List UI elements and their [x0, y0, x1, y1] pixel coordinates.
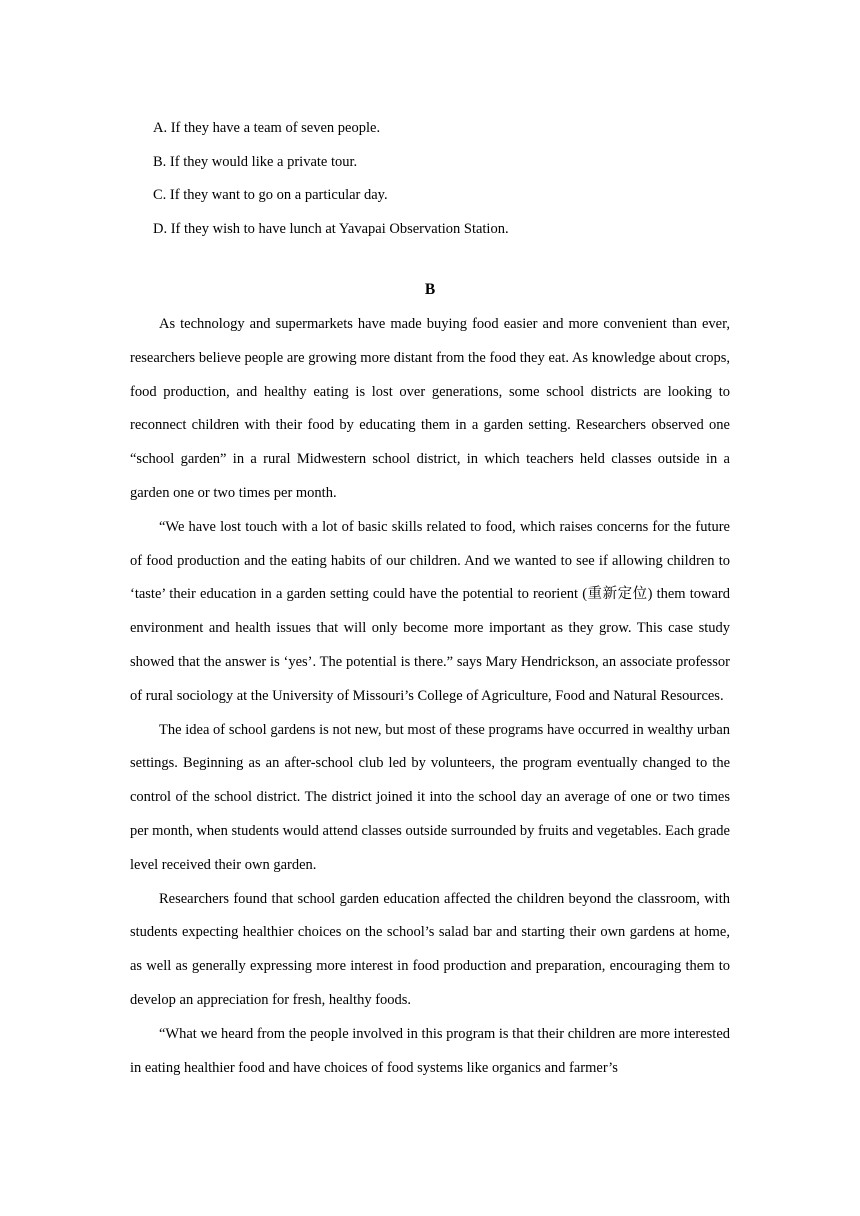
paragraph-1: As technology and supermarkets have made buying food easier and more convenient than ever, researchers believe people are growing more distant from the food they eat. As knowledge about crops, food production, and healthy eating is lost over generations, some school districts are looking to reconnect children with their food by educating them in a garden setting. Researchers observed one “school garden” in a rural Midwestern school district, in which teachers held classes outside in a garden one or two times per month. — [130, 316, 730, 501]
section-heading: B — [424, 281, 436, 298]
paragraph-4: Researchers found that school garden education affected the children beyond the classroom, with students expecting healthier choices on the school’s salad bar and starting their own gardens at home, as well as generally expressing more interest in food production and preparation, encouraging them to develop an appreciation for fresh, healthy foods. — [130, 890, 730, 1008]
option-d: D. If they wish to have lunch at Yavapai Observation Station. — [153, 221, 509, 238]
answer-options — [153, 112, 753, 247]
option-a: A. If they have a team of seven people. — [153, 120, 381, 136]
option-c: C. If they want to go on a particular day. — [153, 187, 388, 204]
paragraph-3: The idea of school gardens is not new, but most of these programs have occurred in wealthy urban settings. Beginning as an after-school club led by volunteers, the program eventually changed to the control of the school district. The district joined it into the school day an average of one or two times per month, when students would attend classes outside surrounded by fruits and vegetables. Each grade level received their own garden. — [130, 721, 730, 873]
paragraph-2: “We have lost touch with a lot of basic skills related to food, which raises concerns for the future of food production and the eating habits of our children. And we wanted to see if allowing children to ‘taste’ their education in a garden setting could have the potential to reorient (重新定位) them toward environment and health issues that will only become more important as they grow. This case study showed that the answer is ‘yes’. The potential is there.” says Mary Hendrickson, an associate professor of rural sociology at the University of Missouri’s College of Agriculture, Food and Natural Resources. — [130, 518, 730, 704]
option-b: B. If they would like a private tour. — [153, 153, 358, 170]
paragraph-5: “What we heard from the people involved in this program is that their children are more interested in eating healthier food and have choices of food systems like organics and farmer’s — [130, 1025, 730, 1076]
passage-body — [130, 308, 730, 1085]
